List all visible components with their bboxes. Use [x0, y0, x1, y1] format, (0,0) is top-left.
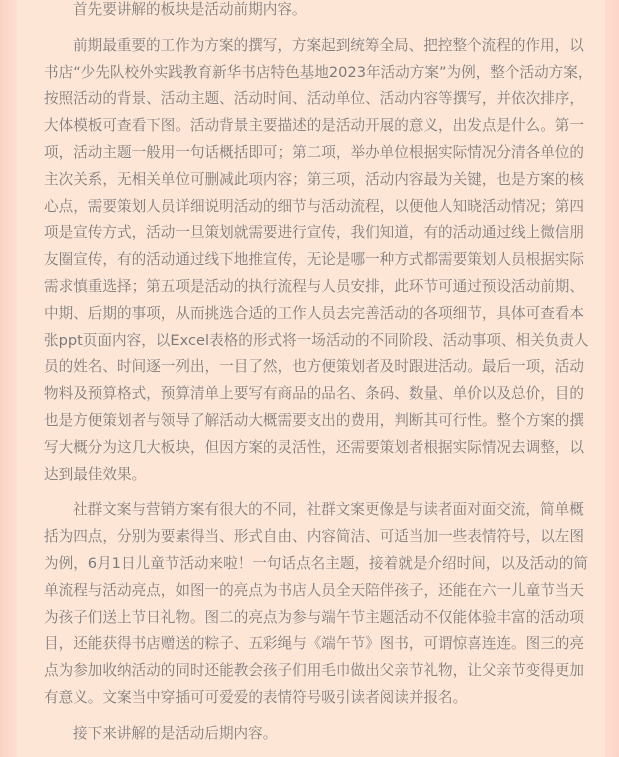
- text-line: 书店“少先队校外实践教育新华书店特色基地2023年活动方案”为例，整个活动方案，: [44, 63, 593, 81]
- text-line: 前期最重要的工作为方案的撰写，方案起到统筹全局、把控整个流程的作用，以: [73, 36, 584, 54]
- text-line: 主次关系，无相关单位可删减此项内容；第三项，活动内容最为关键，也是方案的核: [44, 170, 584, 188]
- text-line: 项是宣传方式，活动一旦策划就需要进行宣传，我们知道，有的活动通过线上微信朋: [44, 224, 584, 242]
- text-line: 也是方便策划者与领导了解活动大概需要支出的费用，判断其可行性。整个方案的撰: [44, 411, 584, 429]
- text-line: 物料及预算格式，预算清单上要写有商品的品名、条码、数量、单价以及总价，目的: [44, 385, 584, 403]
- text-line: 达到最佳效果。: [44, 465, 147, 483]
- text-line: 员的姓名、时间逐一列出，一目了然，也方便策划者及时跟进活动。最后一项，活动: [44, 358, 584, 376]
- text-line: 首先要讲解的板块是活动前期内容。: [73, 1, 307, 18]
- text-line: 大体模板可查看下图。活动背景主要描述的是活动开展的意义，出发点是什么。第一: [44, 117, 584, 135]
- text-line: 中期、后期的事项，从而挑选合适的工作人员去完善活动的各项细节，具体可查看本: [44, 304, 584, 322]
- text-line: 需求慎重选择；第五项是活动的执行流程与人员安排，此环节可通过预设活动前期、: [44, 277, 584, 295]
- text-line: 为例，6月1日儿童节活动来啦！一句话点名主题，接着就是介绍时间，以及活动的简: [44, 554, 588, 572]
- article-body: [44, 0, 593, 757]
- text-line: 项，活动主题一般用一句话概括即可；第二项，举办单位根据实际情况分清各单位的: [44, 143, 584, 161]
- text-line: 目，还能获得书店赠送的粽子、五彩绳与《端午节》图书，可谓惊喜连连。图三的亮: [44, 635, 584, 653]
- text-line: 写大概分为这几大板块，但因方案的灵活性，还需要策划者根据实际情况去调整，以: [44, 438, 584, 456]
- text-line: 括为四点，分别为要素得当、形式自由、内容简洁、可适当加一些表情符号，以左图: [44, 528, 584, 546]
- text-line: 有意义。文案当中穿插可可爱爱的表情符号吸引读者阅读并报名。: [44, 688, 468, 706]
- text-line: 友圈宣传，有的活动通过线下地推宣传，无论是哪一种方式都需要策划人员根据实际: [44, 251, 584, 269]
- paragraph: [44, 721, 579, 748]
- text-line: 为孩子们送上节日礼物。图二的亮点为参与端午节主题活动不仅能体验丰富的活动项: [44, 608, 584, 626]
- text-line: 按照活动的背景、活动主题、活动时间、活动单位、活动内容等撰写，并依次排序，: [44, 90, 584, 108]
- text-line: 社群文案与营销方案有很大的不同，社群文案更像是与读者面对面交流，简单概: [73, 501, 584, 519]
- text-line: 点为参加收纳活动的同时还能教会孩子们用毛巾做出父亲节礼物，让父亲节变得更加: [44, 662, 584, 680]
- text-line: 心点，需要策划人员详细说明活动的细节与活动流程，以便他人知晓活动情况；第四: [44, 197, 584, 215]
- text-line: 接下来讲解的是活动后期内容。: [73, 724, 278, 742]
- text-line: 张ppt页面内容，以Excel表格的形式将一场活动的不同阶段、活动事项、相关负责人: [44, 331, 589, 349]
- paragraph: [44, 497, 588, 711]
- paragraph: [44, 33, 593, 489]
- paragraph: [44, 0, 579, 24]
- text-line: 单流程与活动亮点，如图一的亮点为书店人员全天陪伴孩子，还能在六一儿童节当天: [44, 581, 584, 599]
